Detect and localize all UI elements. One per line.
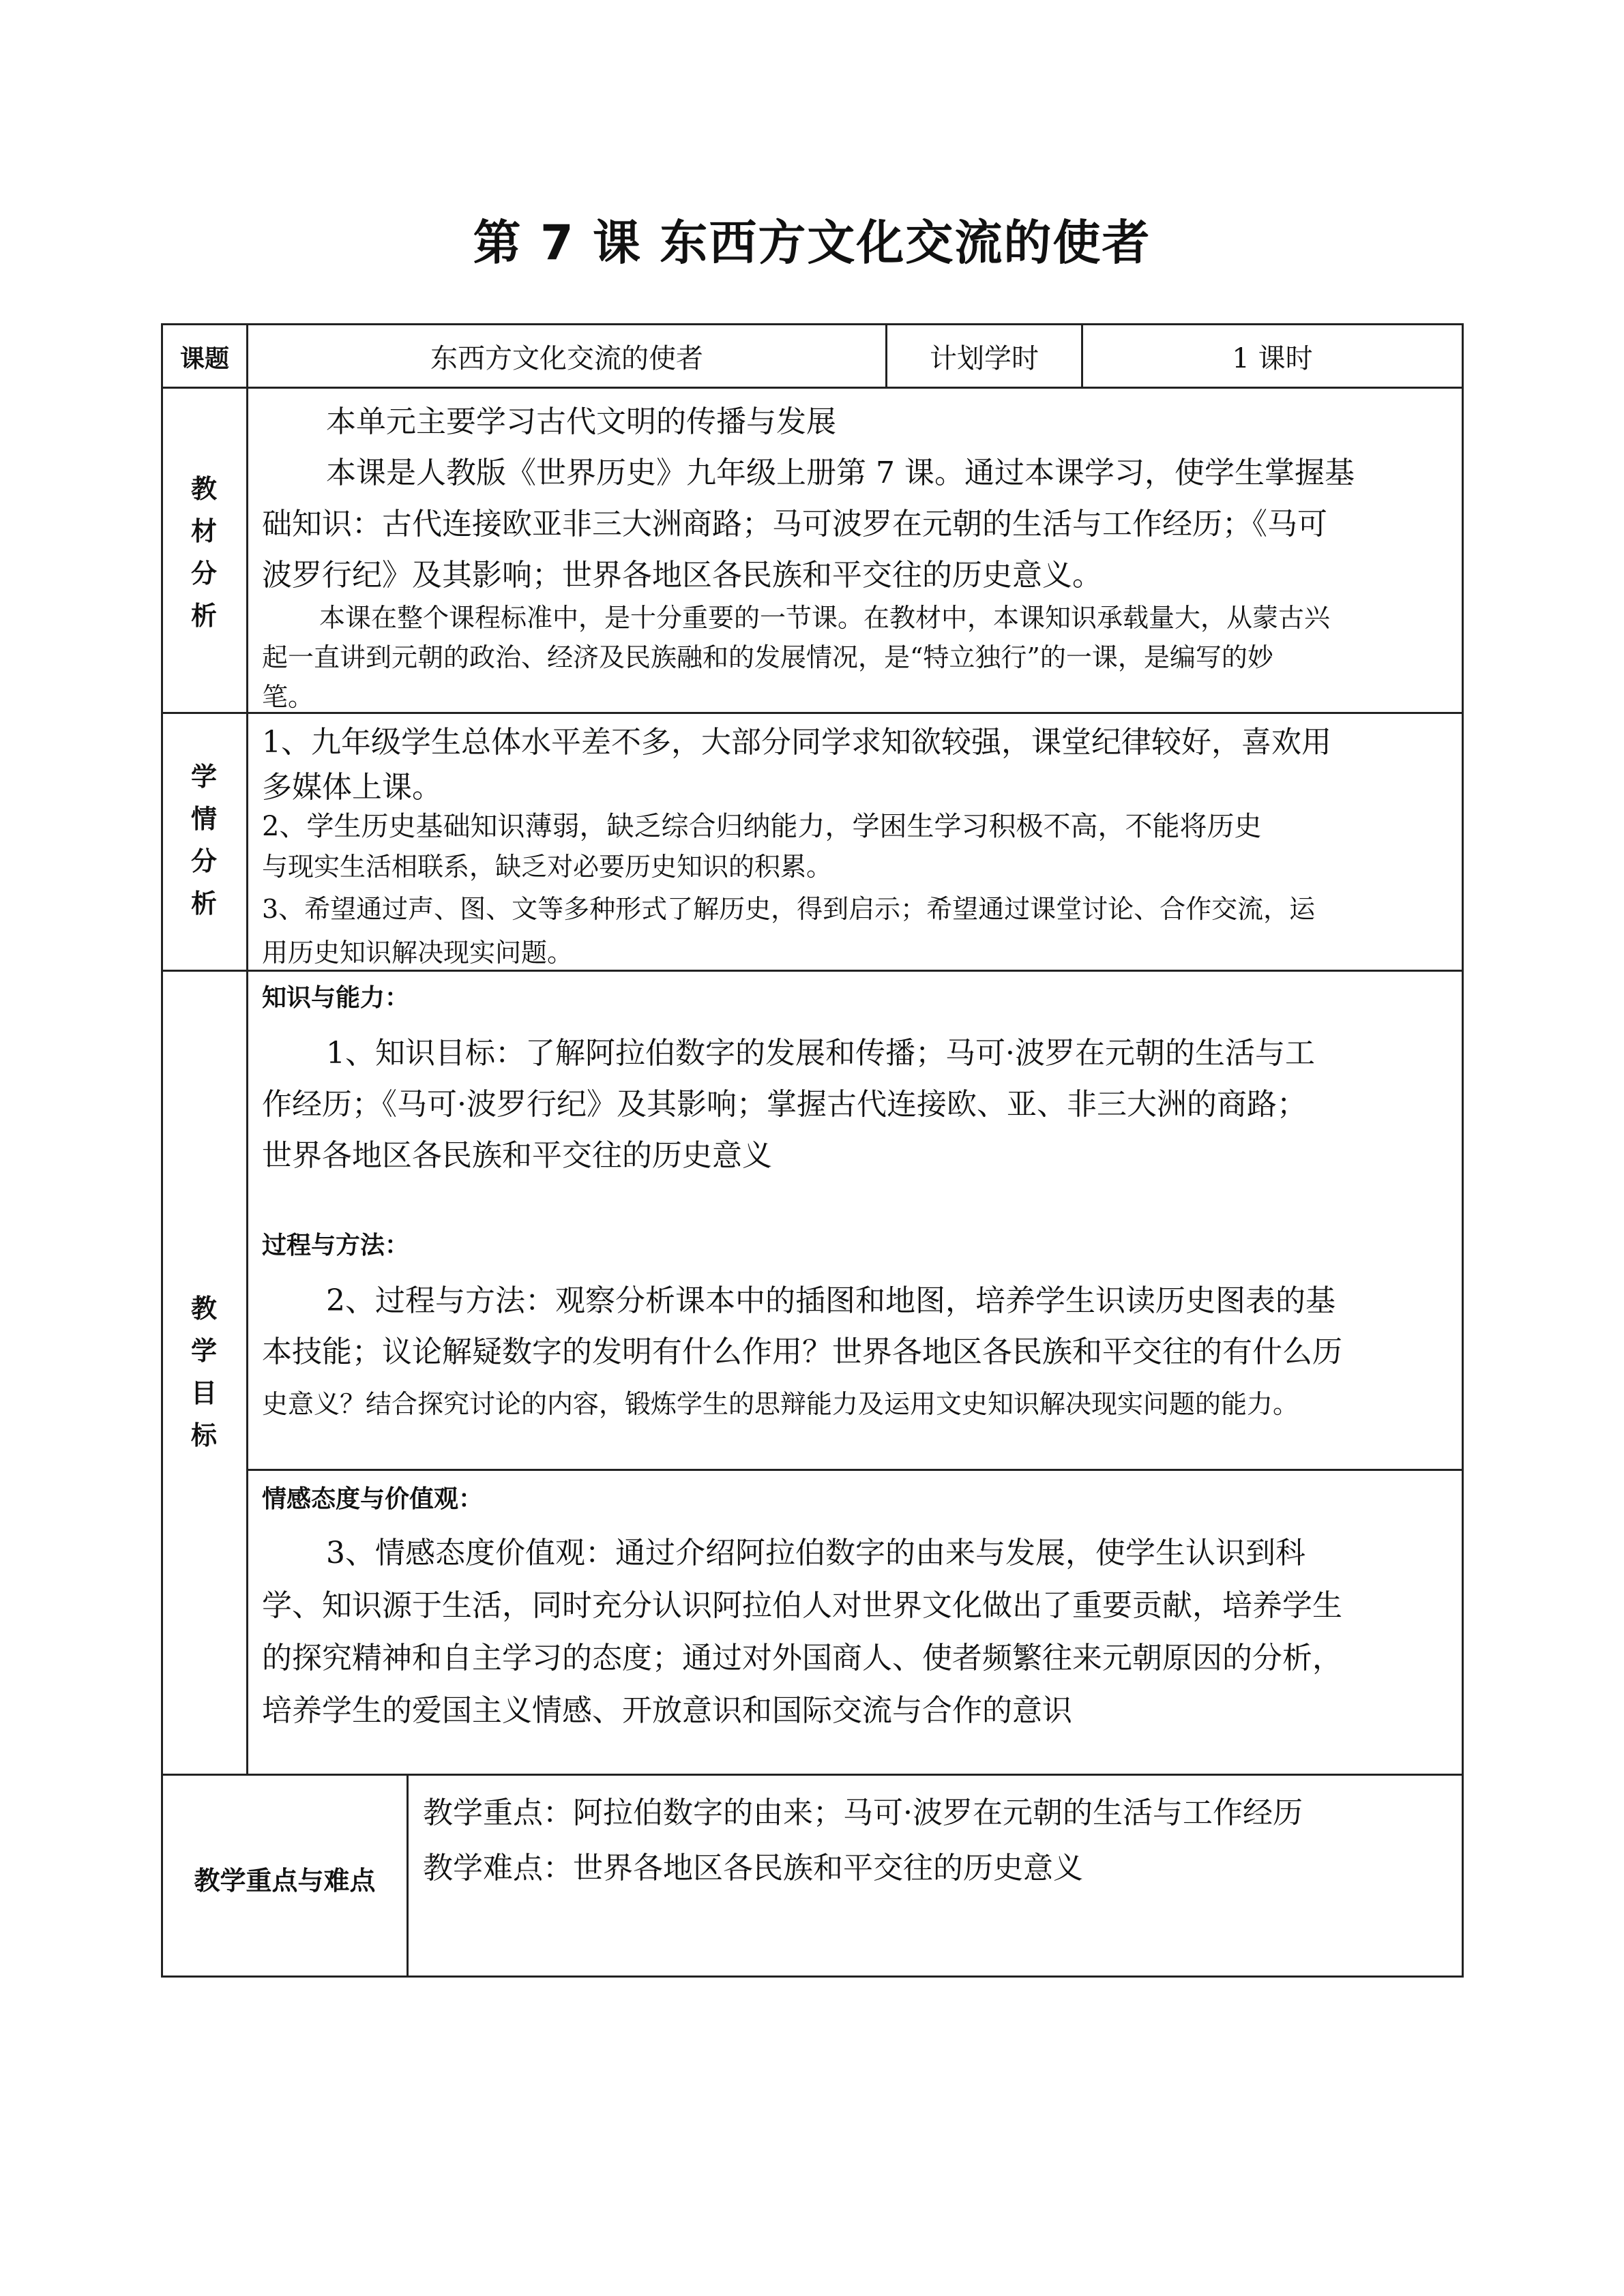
process-heading: 过程与方法： <box>262 1232 410 1259</box>
key-point-line: 教学重点：阿拉伯数字的由来；马可·波罗在元朝的生活与工作经历 <box>423 1795 1303 1830</box>
page-title: 第 7 课 东西方文化交流的使者 <box>473 215 1151 271</box>
text-line: 本课是人教版《世界历史》九年级上册第 7 课。通过本课学习，使学生掌握基 <box>326 456 1355 490</box>
planned-hours-label: 计划学时 <box>930 343 1039 374</box>
text-line: 本课在整个课程标准中，是十分重要的一节课。在教材中，本课知识承载量大，从蒙古兴 <box>319 603 1331 633</box>
text-line: 3、情感态度价值观：通过介绍阿拉伯数字的由来与发展，使学生认识到科 <box>326 1536 1305 1570</box>
text-line: 2、学生历史基础知识薄弱，缺乏综合归纳能力，学困生学习积极不高，不能将历史 <box>262 811 1262 842</box>
label-char: 教 <box>190 1294 217 1324</box>
key-points-label: 教学重点与难点 <box>194 1866 376 1896</box>
text-line: 与现实生活相联系，缺乏对必要历史知识的积累。 <box>262 852 833 882</box>
label-char: 析 <box>190 601 217 631</box>
label-char: 分 <box>190 558 217 588</box>
difficulty-line: 教学难点：世界各地区各民族和平交往的历史意义 <box>423 1851 1083 1885</box>
label-char: 学 <box>190 762 217 792</box>
topic-label: 课题 <box>179 345 229 373</box>
topic-value: 东西方文化交流的使者 <box>430 343 703 374</box>
text-line: 用历史知识解决现实问题。 <box>262 938 574 968</box>
label-char: 标 <box>190 1420 217 1450</box>
knowledge-heading: 知识与能力： <box>262 984 410 1012</box>
text-line: 起一直讲到元朝的政治、经济及民族融和的发展情况，是“特立独行”的一课，是编写的妙 <box>262 642 1273 672</box>
text-line: 作经历；《马可·波罗行纪》及其影响；掌握古代连接欧、亚、非三大洲的商路； <box>262 1087 1307 1122</box>
label-char: 析 <box>190 889 217 919</box>
label-char: 教 <box>190 474 217 504</box>
planned-hours-value: 1 课时 <box>1232 343 1313 374</box>
text-line: 的探究精神和自主学习的态度；通过对外国商人、使者频繁往来元朝原因的分析， <box>262 1641 1342 1675</box>
label-char: 分 <box>190 846 217 876</box>
text-line: 1、知识目标：了解阿拉伯数字的发展和传播；马可·波罗在元朝的生活与工 <box>326 1036 1315 1071</box>
text-line: 础知识：古代连接欧亚非三大洲商路；马可波罗在元朝的生活与工作经历；《马可 <box>262 507 1327 541</box>
label-char: 学 <box>190 1336 217 1366</box>
text-line: 本单元主要学习古代文明的传播与发展 <box>326 404 836 439</box>
text-line: 波罗行纪》及其影响；世界各地区各民族和平交往的历史意义。 <box>262 558 1102 593</box>
text-line: 史意义？结合探究讨论的内容，锻炼学生的思辩能力及运用文史知识解决现实问题的能力。 <box>262 1389 1299 1419</box>
text-line: 学、知识源于生活，同时充分认识阿拉伯人对世界文化做出了重要贡献，培养学生 <box>262 1588 1342 1623</box>
text-line: 笔。 <box>262 682 314 712</box>
text-line: 本技能；议论解疑数字的发明有什么作用？世界各地区各民族和平交往的有什么历 <box>262 1335 1342 1369</box>
label-char: 目 <box>190 1378 217 1408</box>
text-line: 多媒体上课。 <box>262 770 442 805</box>
text-line: 1、九年级学生总体水平差不多，大部分同学求知欲较强，课堂纪律较好，喜欢用 <box>262 725 1331 760</box>
label-char: 材 <box>190 516 217 546</box>
text-line: 3、希望通过声、图、文等多种形式了解历史，得到启示；希望通过课堂讨论、合作交流，运 <box>262 894 1316 924</box>
label-char: 情 <box>190 804 217 834</box>
text-line: 培养学生的爱国主义情感、开放意识和国际交流与合作的意识 <box>262 1693 1072 1728</box>
emotion-heading: 情感态度与价值观： <box>262 1485 484 1513</box>
text-line: 世界各地区各民族和平交往的历史意义 <box>262 1138 772 1173</box>
text-line: 2、过程与方法：观察分析课本中的插图和地图，培养学生识读历史图表的基 <box>326 1283 1335 1318</box>
